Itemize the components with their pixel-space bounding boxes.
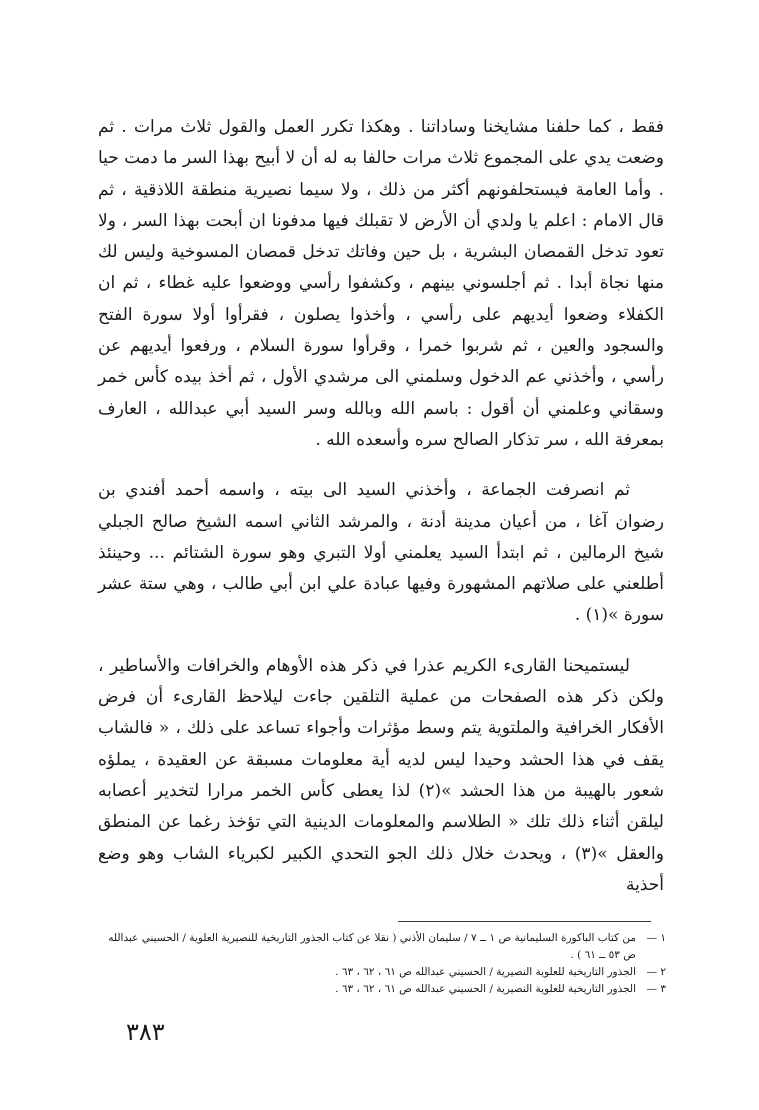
footnote-number: ٢ —	[646, 966, 666, 978]
footnote-number: ١ —	[646, 932, 666, 944]
footnote-divider	[398, 921, 651, 922]
footnote-3	[98, 981, 666, 998]
footnote-text: الجذور التاريخية للعلوية النصيرية / الحسيني عبدالله ص ٦١ ، ٦٢ ، ٦٣ .	[335, 966, 636, 978]
footnote-2	[98, 964, 666, 981]
footnote-1	[98, 930, 666, 964]
footnote-text: الجذور التاريخية للعلوية النصيرية / الحسيني عبدالله ص ٦١ ، ٦٢ ، ٦٣ .	[335, 983, 636, 995]
footnote-number: ٣ —	[646, 983, 666, 995]
paragraph-2: ثم انصرفت الجماعة ، وأخذني السيد الى بيته ، واسمه أحمد أفندي بن رضوان آغا ، من أعيان مدينة أدنة ، والمرشد الثاني اسمه الشيخ صالح الجبلي شيخ الرمالين ، ثم ابتدأ السيد يعلمني أولا التبري وهو سورة الشتائم ... وحينئذ أطلعني على صلاتهم المشهورة وفيها عبادة علي ابن أبي طالب ، وهي ستة عشر سورة »(١) .	[98, 480, 664, 626]
paragraph-1: فقط ، كما حلفنا مشايخنا وساداتنا . وهكذا تكرر العمل والقول ثلاث مرات . ثم وضعت يدي على المجموع ثلاث مرات حالفا به له أن لا أبيح بهذا السر ما دمت حيا . وأما العامة فيستحلفونهم أكثر من ذلك ، ولا سيما نصيرية منطقة اللاذقية ، ثم قال الامام : اعلم يا ولدي أن الأرض لا تقبلك فيها مدفونا ان أبحت بهذا السر ، ولا تعود تدخل القمصان البشرية ، بل حين وفاتك تدخل قمصان المسوخية وليس لك منها نجاة أبدا . ثم أجلسوني بينهم ، وكشفوا رأسي ووضعوا عليه غطاء ، ثم ان الكفلاء وضعوا أيديهم على رأسي ، وأخذوا يصلون ، فقرأوا أولا سورة الفتح والسجود والعين ، ثم شربوا خمرا ، وقرأوا سورة السلام ، ورفعوا أيديهم عن رأسي ، وأخذني عم الدخول وسلمني الى مرشدي الأول ، ثم أخذ بيده كأس خمر وسقاني وعلمني أن أقول : باسم الله وبالله وسر السيد أبي عبدالله ، العارف بمعرفة الله ، سر تذكار الصالح سره وأسعده الله .	[98, 117, 664, 450]
footnote-text: من كتاب الباكورة السليمانية ص ١ ــ ٧ / سليمان الأذني ( نقلا عن كتاب الجذور التاريخية للنصيرية العلوية / الحسيني عبدالله ص ٥٣ ــ ٦١ ) .	[108, 932, 636, 961]
page-number: ٣٨٣	[126, 1018, 165, 1046]
body-text	[98, 112, 664, 901]
paragraph-3: ليستميحنا القارىء الكريم عذرا في ذكر هذه الأوهام والخرافات والأساطير ، ولكن ذكر هذه الصفحات من عملية التلقين جاءت ليلاحظ القارىء أن فرض الأفكار الخرافية والملتوية يتم وسط مؤثرات وأجواء تساعد على ذلك ، « فالشاب يقف في هذا الحشد وحيدا ليس لديه أية معلومات مسبقة عن العقيدة ، يملؤه شعور بالهيبة من هذا الحشد »(٢) لذا يعطى كأس الخمر مرارا لتخدير أعصابه ليلقن أثناء ذلك تلك « الطلاسم والمعلومات الدينية التي تؤخذ رغما عن المنطق والعقل »(٣) ، ويحدث خلال ذلك الجو التحدي الكبير لكبرياء الشاب وهو وضع أحذية	[98, 655, 664, 895]
footnotes	[98, 930, 666, 998]
